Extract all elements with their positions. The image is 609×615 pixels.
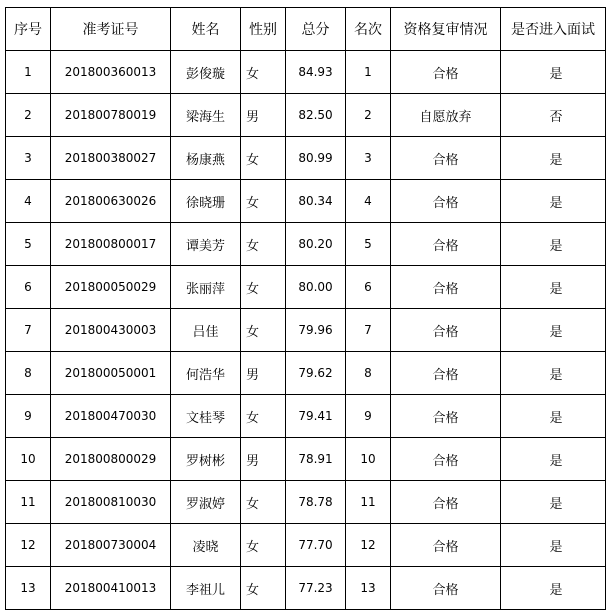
- table-row: [6, 438, 606, 481]
- cell-total-score: 80.99: [286, 137, 346, 180]
- table-row: [6, 94, 606, 137]
- cell-no: 12: [6, 524, 51, 567]
- cell-review-status: 合格: [391, 567, 501, 610]
- cell-name: 徐晓珊: [171, 180, 241, 223]
- header-rank: 名次: [346, 8, 391, 51]
- table-row: [6, 266, 606, 309]
- cell-total-score: 80.20: [286, 223, 346, 266]
- cell-no: 8: [6, 352, 51, 395]
- cell-review-status: 合格: [391, 180, 501, 223]
- header-total-score: 总分: [286, 8, 346, 51]
- cell-name: 文桂琴: [171, 395, 241, 438]
- cell-no: 13: [6, 567, 51, 610]
- header-row: [6, 8, 606, 51]
- cell-gender: 男: [241, 438, 286, 481]
- header-name: 姓名: [171, 8, 241, 51]
- cell-name: 谭美芳: [171, 223, 241, 266]
- cell-gender: 女: [241, 309, 286, 352]
- cell-name: 李祖儿: [171, 567, 241, 610]
- cell-rank: 6: [346, 266, 391, 309]
- cell-name: 何浩华: [171, 352, 241, 395]
- cell-enter-interview: 是: [501, 180, 606, 223]
- cell-enter-interview: 是: [501, 567, 606, 610]
- cell-no: 10: [6, 438, 51, 481]
- cell-rank: 3: [346, 137, 391, 180]
- cell-rank: 8: [346, 352, 391, 395]
- cell-total-score: 77.23: [286, 567, 346, 610]
- cell-enter-interview: 是: [501, 481, 606, 524]
- cell-no: 4: [6, 180, 51, 223]
- cell-review-status: 合格: [391, 352, 501, 395]
- table-row: [6, 352, 606, 395]
- cell-total-score: 77.70: [286, 524, 346, 567]
- cell-no: 1: [6, 51, 51, 94]
- cell-exam-id: 201800800017: [51, 223, 171, 266]
- table-row: [6, 51, 606, 94]
- cell-review-status: 合格: [391, 309, 501, 352]
- table-row: [6, 309, 606, 352]
- cell-total-score: 78.91: [286, 438, 346, 481]
- cell-enter-interview: 是: [501, 223, 606, 266]
- cell-name: 彭俊璇: [171, 51, 241, 94]
- cell-gender: 女: [241, 266, 286, 309]
- cell-review-status: 合格: [391, 395, 501, 438]
- table-row: [6, 137, 606, 180]
- cell-review-status: 自愿放弃: [391, 94, 501, 137]
- cell-review-status: 合格: [391, 223, 501, 266]
- cell-enter-interview: 是: [501, 352, 606, 395]
- cell-review-status: 合格: [391, 481, 501, 524]
- cell-total-score: 79.62: [286, 352, 346, 395]
- cell-gender: 女: [241, 395, 286, 438]
- cell-gender: 女: [241, 180, 286, 223]
- cell-name: 罗树彬: [171, 438, 241, 481]
- cell-gender: 女: [241, 481, 286, 524]
- cell-no: 6: [6, 266, 51, 309]
- cell-gender: 女: [241, 567, 286, 610]
- cell-gender: 女: [241, 51, 286, 94]
- table-row: [6, 524, 606, 567]
- cell-review-status: 合格: [391, 438, 501, 481]
- cell-enter-interview: 是: [501, 309, 606, 352]
- cell-name: 罗淑婷: [171, 481, 241, 524]
- results-table: [5, 7, 606, 610]
- cell-name: 张丽萍: [171, 266, 241, 309]
- cell-rank: 4: [346, 180, 391, 223]
- cell-exam-id: 201800780019: [51, 94, 171, 137]
- cell-review-status: 合格: [391, 137, 501, 180]
- cell-enter-interview: 是: [501, 438, 606, 481]
- cell-gender: 女: [241, 524, 286, 567]
- cell-gender: 女: [241, 223, 286, 266]
- table-row: [6, 395, 606, 438]
- table-row: [6, 223, 606, 266]
- cell-name: 梁海生: [171, 94, 241, 137]
- cell-exam-id: 201800730004: [51, 524, 171, 567]
- cell-no: 3: [6, 137, 51, 180]
- header-enter-interview: 是否进入面试: [501, 8, 606, 51]
- cell-total-score: 78.78: [286, 481, 346, 524]
- table-row: [6, 567, 606, 610]
- table-row: [6, 481, 606, 524]
- cell-exam-id: 201800410013: [51, 567, 171, 610]
- cell-exam-id: 201800800029: [51, 438, 171, 481]
- cell-exam-id: 201800470030: [51, 395, 171, 438]
- cell-name: 杨康燕: [171, 137, 241, 180]
- cell-name: 吕佳: [171, 309, 241, 352]
- cell-enter-interview: 是: [501, 395, 606, 438]
- cell-total-score: 79.96: [286, 309, 346, 352]
- cell-exam-id: 201800360013: [51, 51, 171, 94]
- cell-gender: 男: [241, 94, 286, 137]
- cell-no: 2: [6, 94, 51, 137]
- table-row: [6, 180, 606, 223]
- cell-no: 9: [6, 395, 51, 438]
- cell-review-status: 合格: [391, 524, 501, 567]
- cell-rank: 12: [346, 524, 391, 567]
- cell-exam-id: 201800050001: [51, 352, 171, 395]
- cell-rank: 9: [346, 395, 391, 438]
- cell-exam-id: 201800630026: [51, 180, 171, 223]
- header-review-status: 资格复审情况: [391, 8, 501, 51]
- header-exam-id: 准考证号: [51, 8, 171, 51]
- cell-name: 凌晓: [171, 524, 241, 567]
- cell-total-score: 80.34: [286, 180, 346, 223]
- cell-total-score: 84.93: [286, 51, 346, 94]
- cell-enter-interview: 是: [501, 51, 606, 94]
- cell-rank: 13: [346, 567, 391, 610]
- cell-rank: 2: [346, 94, 391, 137]
- cell-exam-id: 201800430003: [51, 309, 171, 352]
- cell-rank: 11: [346, 481, 391, 524]
- cell-enter-interview: 是: [501, 266, 606, 309]
- cell-gender: 女: [241, 137, 286, 180]
- cell-enter-interview: 是: [501, 137, 606, 180]
- cell-rank: 1: [346, 51, 391, 94]
- cell-total-score: 80.00: [286, 266, 346, 309]
- cell-no: 11: [6, 481, 51, 524]
- header-no: 序号: [6, 8, 51, 51]
- cell-rank: 7: [346, 309, 391, 352]
- cell-review-status: 合格: [391, 266, 501, 309]
- cell-no: 7: [6, 309, 51, 352]
- header-gender: 性别: [241, 8, 286, 51]
- cell-total-score: 82.50: [286, 94, 346, 137]
- cell-exam-id: 201800380027: [51, 137, 171, 180]
- cell-exam-id: 201800050029: [51, 266, 171, 309]
- cell-gender: 男: [241, 352, 286, 395]
- cell-no: 5: [6, 223, 51, 266]
- cell-enter-interview: 否: [501, 94, 606, 137]
- cell-rank: 10: [346, 438, 391, 481]
- cell-review-status: 合格: [391, 51, 501, 94]
- cell-rank: 5: [346, 223, 391, 266]
- cell-exam-id: 201800810030: [51, 481, 171, 524]
- cell-total-score: 79.41: [286, 395, 346, 438]
- cell-enter-interview: 是: [501, 524, 606, 567]
